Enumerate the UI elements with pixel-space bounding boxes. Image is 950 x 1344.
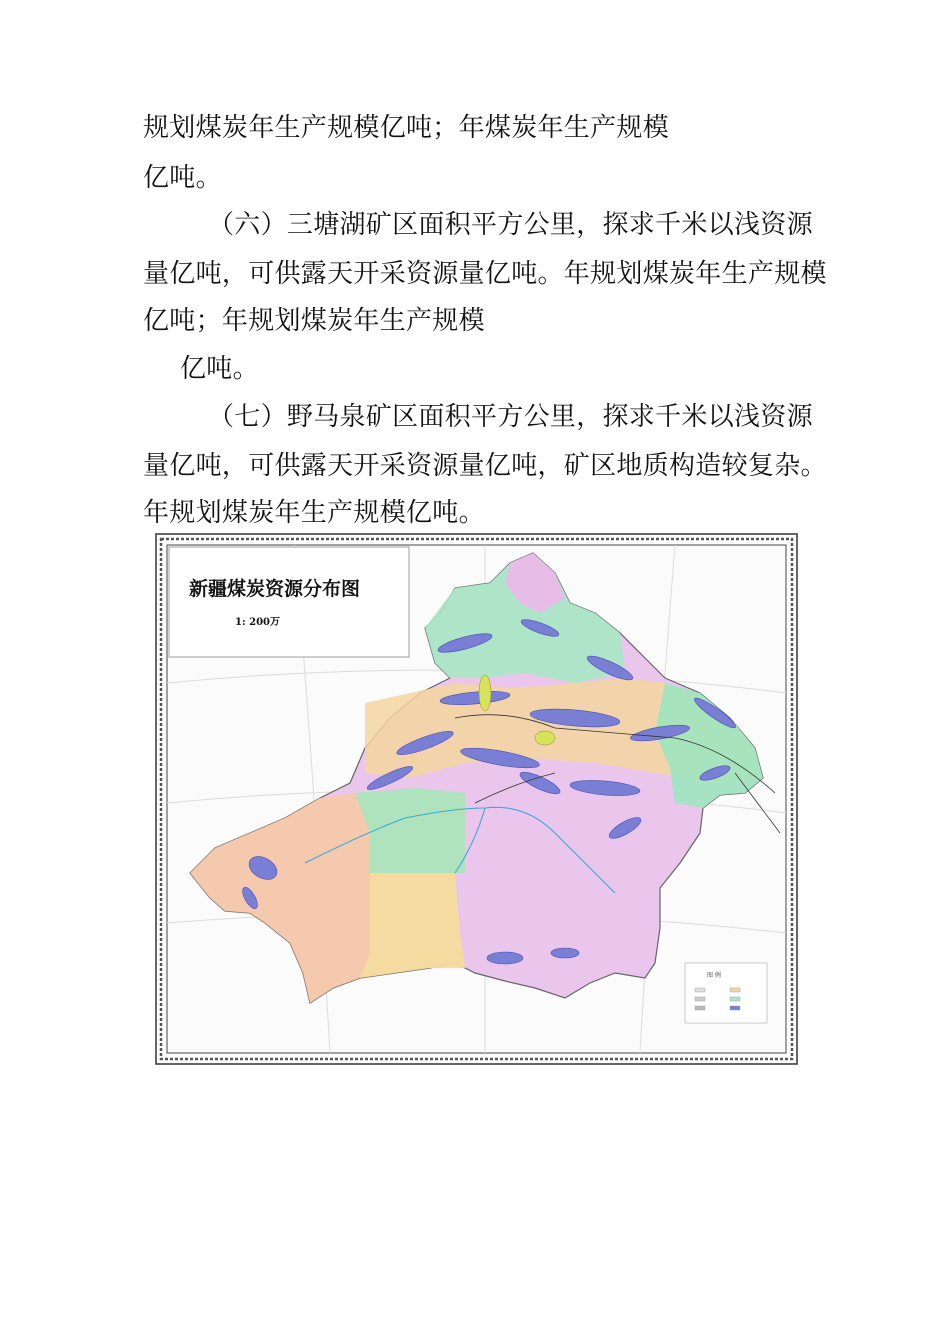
region-fill-southwest [360,873,465,978]
text-line: 规划煤炭年生产规模亿吨；年煤炭年生产规模 [143,113,670,143]
map-legend [685,963,767,1023]
text-line: （六）三塘湖矿区面积平方公里，探求千米以浅资源 [208,210,813,240]
coal-resource-map [155,533,798,1065]
legend-title: 图 例 [707,972,721,979]
text-line: 亿吨。 [180,354,259,384]
text-line: 亿吨。 [143,163,222,193]
map-title: 新疆煤炭资源分布图 [189,578,361,600]
text-line: 量亿吨，可供露天开采资源量亿吨，矿区地质构造较复杂。 [143,451,827,481]
map-scale: 1: 200万 [235,617,281,628]
map-title-box [169,547,409,657]
region-fill-central [355,788,465,873]
text-line: 亿吨；年规划煤炭年生产规模 [143,306,485,336]
text-line: 量亿吨，可供露天开采资源量亿吨。年规划煤炭年生产规模 [143,259,827,289]
text-line: 年规划煤炭年生产规模亿吨。 [143,498,485,528]
text-line: （七）野马泉矿区面积平方公里，探求千米以浅资源 [208,402,813,432]
